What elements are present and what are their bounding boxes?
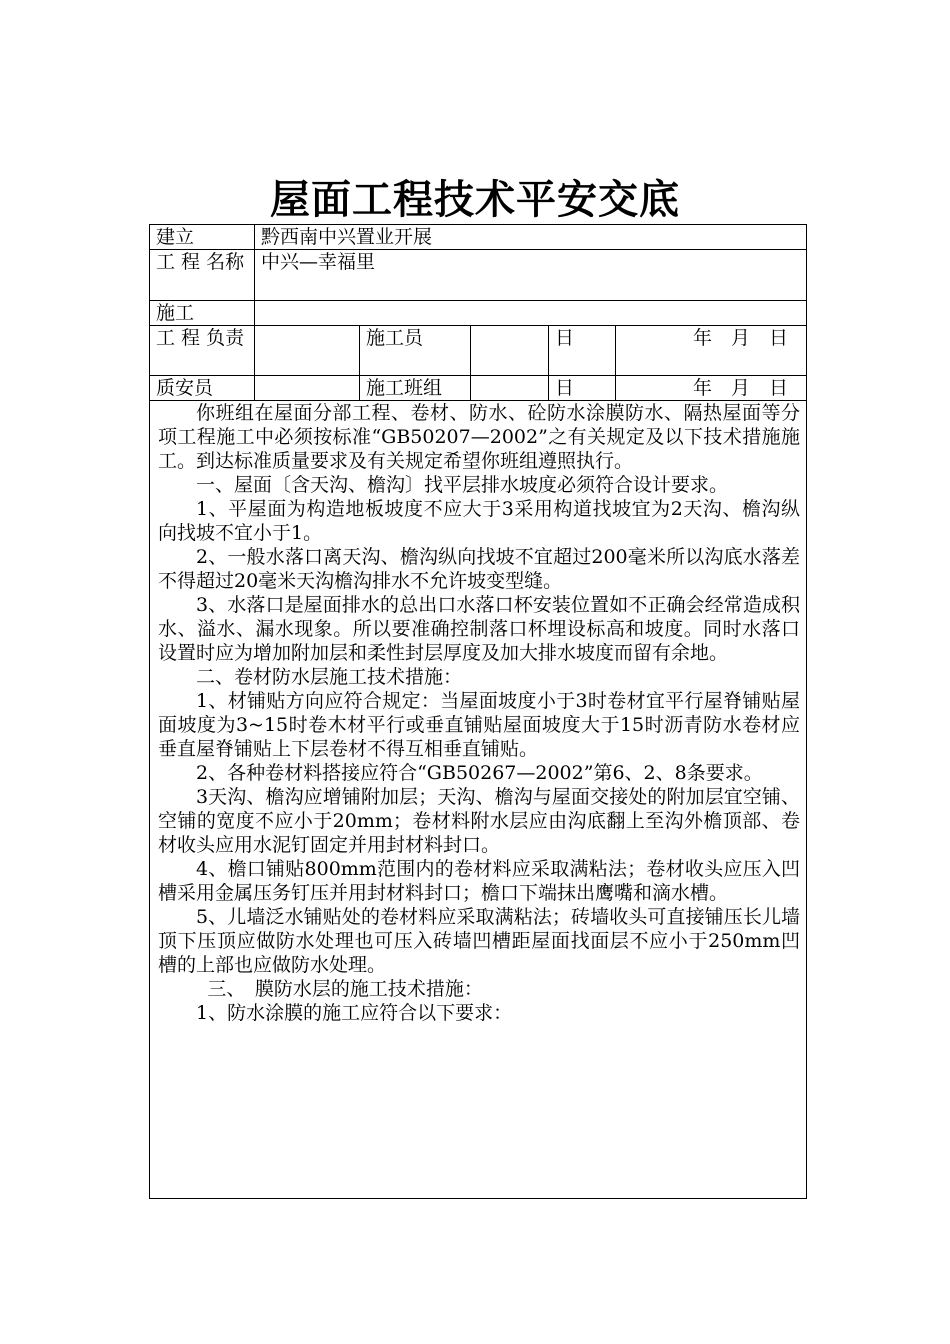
- body-paragraph: 3、水落口是屋面排水的总出口水落口杯安装位置如不正确会经常造成积水、溢水、漏水现象。所以要准确控制落口杯埋设标高和坡度。同时水落口设置时应为增加附加层和柔性封层厚度及加大排水坡度而留有余地。: [158, 594, 801, 664]
- label-project-lead: 工 程 负责: [150, 326, 255, 376]
- label-day-2: 日: [549, 376, 616, 401]
- label-constructor: 施工员: [360, 326, 471, 376]
- body-paragraph: 1、防水涂膜的施工应符合以下要求：: [196, 1002, 513, 1024]
- value-constructor: [471, 326, 549, 376]
- label-safety-officer: 质安员: [150, 376, 255, 401]
- value-project-name: 中兴—幸福里: [255, 250, 807, 301]
- body-paragraph: 三、 膜防水层的施工技术措施：: [207, 978, 483, 1000]
- row-project-lead: [150, 326, 807, 376]
- row-safety-officer: [150, 376, 807, 401]
- body-paragraph: 你班组在屋面分部工程、卷材、防水、砼防水涂膜防水、隔热屋面等分项工程施工中必须按标准“GB50207—2002”之有关规定及以下技术措施施工。到达标准质量要求及有关规定希望你班组遵照执行。: [158, 402, 801, 472]
- body-paragraph: 1、平屋面为构造地板坡度不应大于3采用构道找坡宜为2天沟、檐沟纵向找坡不宜小于1。: [158, 498, 801, 544]
- value-construction: [255, 301, 807, 326]
- label-day-1: 日: [549, 326, 616, 376]
- date-field-2: 年 月 日: [616, 376, 807, 401]
- label-team: 施工班组: [360, 376, 471, 401]
- date-field-1: 年 月 日: [616, 326, 807, 376]
- disclosure-form: [149, 224, 807, 1199]
- body-paragraph: 4、檐口铺贴800mm范围内的卷材料应采取满粘法；卷材收头应压入凹槽采用金属压务钉压并用封材料封口；檐口下端抹出鹰嘴和滴水槽。: [158, 858, 801, 904]
- value-team: [471, 376, 549, 401]
- value-safety-officer: [255, 376, 360, 401]
- body-paragraph: 二、卷材防水层施工技术措施：: [196, 666, 463, 688]
- body-paragraph: 一、屋面〔含天沟、檐沟〕找平层排水坡度必须符合设计要求。: [196, 474, 729, 496]
- value-project-lead: [255, 326, 360, 376]
- label-builder: 建立: [150, 225, 255, 250]
- body-paragraph: 3天沟、檐沟应增铺附加层；天沟、檐沟与屋面交接处的附加层宜空铺、空铺的宽度不应小于20mm；卷材料附水层应由沟底翻上至沟外檐顶部、卷材收头应用水泥钉固定并用封材料封口。: [158, 786, 801, 856]
- disclosure-body: [150, 401, 807, 1199]
- row-construction: [150, 301, 807, 326]
- value-builder: 黔西南中兴置业开展: [255, 225, 807, 250]
- row-project-builder: [150, 225, 807, 250]
- row-body: [150, 401, 807, 1199]
- label-construction: 施工: [150, 301, 255, 326]
- body-paragraph: 5、儿墙泛水铺贴处的卷材料应采取满粘法；砖墙收头可直接铺压长儿墙顶下压顶应做防水处理也可压入砖墙凹槽距屋面找面层不应小于250mm凹槽的上部也应做防水处理。: [158, 906, 801, 976]
- body-paragraph: 2、各种卷材料搭接应符合“GB50267—2002”第6、2、8条要求。: [196, 762, 763, 784]
- body-paragraph: 1、材铺贴方向应符合规定：当屋面坡度小于3时卷材宜平行屋脊铺贴屋面坡度为3~15时卷木材平行或垂直铺贴屋面坡度大于15时沥青防水卷材应垂直屋脊铺贴上下层卷材不得互相垂直铺贴。: [158, 690, 801, 760]
- body-paragraph: 2、一般水落口离天沟、檐沟纵向找坡不宜超过200毫米所以沟底水落差不得超过20毫米天沟檐沟排水不允许坡变型缝。: [158, 546, 801, 592]
- label-project-name: 工 程 名称: [150, 250, 255, 301]
- row-project-name: [150, 250, 807, 301]
- page-title: 屋面工程技术平安交底: [270, 176, 680, 223]
